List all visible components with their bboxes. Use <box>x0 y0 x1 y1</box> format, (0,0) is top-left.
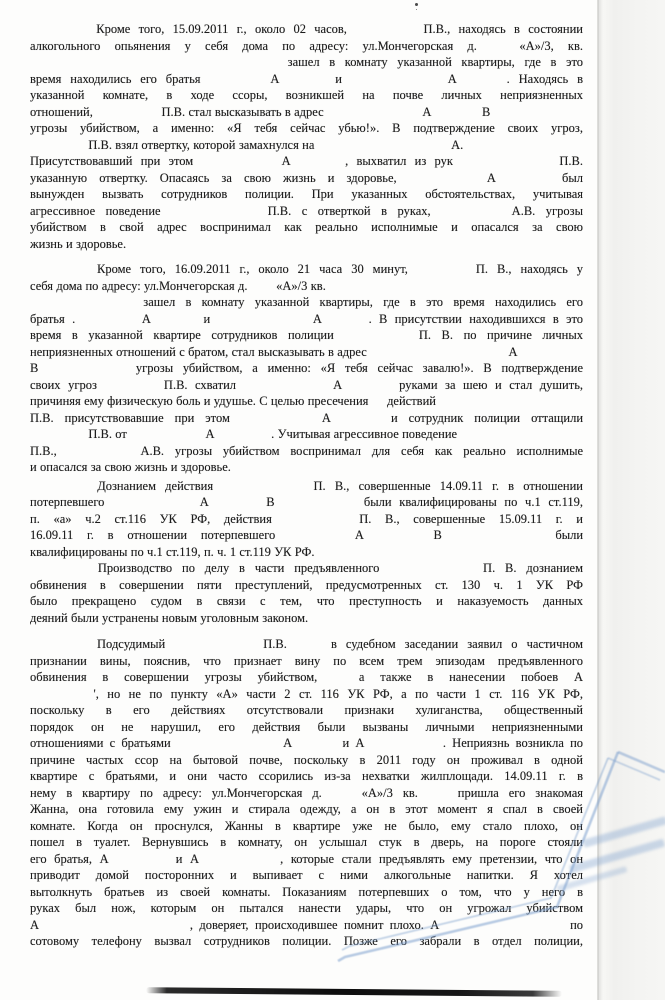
text-line <box>30 137 583 154</box>
text-segment: П.В. <box>263 637 287 651</box>
page-scan-margin <box>598 0 665 1000</box>
page-edge-line <box>597 0 599 1000</box>
text-segment: и А <box>175 851 200 866</box>
text-line <box>30 686 583 703</box>
redaction-gap <box>355 32 415 33</box>
text-segment: обвинения в совершении пяти преступлений, предусмотренных ст. 130 ч. 1 УК РФ <box>30 577 583 592</box>
redaction-gap <box>218 437 268 438</box>
text-segment: нему в квартиру по адресу: ул.Мончегорская д. <box>30 785 322 800</box>
text-segment: своих угроз <box>30 377 97 392</box>
text-line <box>30 560 583 577</box>
text-segment: А. <box>451 137 464 152</box>
redaction-gap <box>286 522 346 523</box>
redaction-gap <box>158 322 196 323</box>
redaction-gap <box>104 388 156 389</box>
redaction-gap <box>83 322 135 323</box>
text-segment: П.В. схватил <box>163 377 237 392</box>
redaction-gap <box>177 746 277 747</box>
text-segment: зашел в комнату указанной квартиры, где в это время находились его <box>143 295 583 309</box>
text-line <box>30 327 583 344</box>
redaction-gap <box>201 164 273 165</box>
text-line <box>30 610 583 627</box>
text-line <box>30 443 583 460</box>
text-segment: время в указанной квартире сотрудников полиции <box>30 328 334 342</box>
text-segment: . Находясь в <box>506 71 583 86</box>
text-segment: А <box>283 736 293 750</box>
redaction-gap <box>217 505 259 506</box>
text-segment: П.В., <box>30 443 57 458</box>
text-line <box>30 219 583 236</box>
paragraph <box>30 261 583 476</box>
text-segment: вынужден вызвать сотрудников полиции. При указанных обстоятельствах, учитывая <box>30 187 583 201</box>
text-segment: порядок он не нарушил, его действия были вызваны личными неприязненными <box>30 719 583 734</box>
text-segment: . В присутствии находившихся в это <box>368 311 583 326</box>
text-segment: П. В., совершенные 15.09.11 г. и <box>359 511 583 526</box>
redaction-gap <box>68 454 130 455</box>
text-line <box>30 153 583 170</box>
redaction-gap <box>30 647 88 648</box>
text-line <box>30 393 583 410</box>
text-segment: А <box>30 917 40 932</box>
redaction-gap <box>30 148 85 149</box>
text-line <box>30 752 583 769</box>
text-segment: были <box>555 528 583 542</box>
redaction-gap <box>96 115 158 116</box>
redaction-gap <box>48 371 126 372</box>
text-segment: было прекращено судом в связи с тем, что преступность и наказуемость данных <box>30 594 583 608</box>
text-line <box>30 917 583 934</box>
text-segment: А <box>354 528 364 542</box>
text-segment: Присутствовавший при этом <box>30 154 194 168</box>
redaction-gap <box>370 355 505 356</box>
redaction-gap <box>342 421 380 422</box>
text-line <box>30 120 583 137</box>
text-segment: квартире с братьями, и они часто ссорились из-за нехватки жилплощади. 14.09.11 г. в <box>30 769 583 783</box>
text-segment: приводит домой посторонних и выпивает с ними алкогольные напитки. Я хотел <box>30 868 583 882</box>
redaction-gap <box>116 862 168 863</box>
text-segment: потерпевшего <box>30 495 105 509</box>
text-segment: В <box>266 495 275 509</box>
text-segment: причине частых ссор на бытовой почве, поскольку в 2011 году он проживал в одной <box>30 752 583 767</box>
text-line <box>30 426 583 443</box>
redaction-gap <box>299 164 337 165</box>
redaction-gap <box>30 437 85 438</box>
text-line <box>30 577 583 594</box>
document-text <box>30 21 583 950</box>
text-line <box>30 900 583 917</box>
text-segment: «А»/3 кв. <box>276 278 326 293</box>
text-segment: Кроме того, 15.09.2011 г., около 02 часов, <box>96 22 347 36</box>
text-line <box>30 511 583 528</box>
redaction-gap <box>428 796 448 797</box>
text-line <box>30 494 583 511</box>
text-line <box>30 261 583 278</box>
text-segment: поскольку в его действиях отсутствовали признаки хулиганства, общественный <box>30 703 583 717</box>
text-line <box>30 851 583 868</box>
text-segment: руками за шею и стал душить, <box>399 377 583 392</box>
text-line <box>30 544 583 561</box>
text-segment: А <box>486 170 496 185</box>
redaction-gap <box>112 505 192 506</box>
redaction-gap <box>491 49 505 50</box>
text-segment: деяний были устранены новым уголовным законом. <box>30 610 309 625</box>
text-segment: его братья, А <box>30 851 109 866</box>
text-segment: Подсудимый <box>97 637 166 651</box>
redaction-gap <box>130 437 202 438</box>
redaction-gap <box>30 571 88 572</box>
text-segment: П. В., находясь у <box>475 262 583 276</box>
redaction-gap <box>30 65 278 66</box>
text-segment: А <box>270 71 280 86</box>
text-line <box>30 71 583 88</box>
text-segment: алкогольного опьянения у себя дома по адресу: ул.Мончегорская д. <box>30 38 477 53</box>
text-segment: признании вины, пояснив, что признает вину по всем трем эпизодам предъявленного <box>30 653 583 668</box>
redaction-gap <box>378 538 420 539</box>
redaction-gap <box>209 82 261 83</box>
text-segment: , доверяет, происходившее помнит плохо. А <box>189 917 440 932</box>
text-segment: руках был нож, которым он пытался нанести удары, что он угрожал убийством <box>30 901 583 915</box>
text-segment: Дознанием действия <box>97 478 214 493</box>
text-line <box>30 669 583 686</box>
text-segment: ', но не по пункту «А» части 2 ст. 116 УК РФ, а по части 1 ст. 116 УК РФ, <box>93 686 583 701</box>
text-segment: . Учитывая агрессивное поведение <box>271 427 458 441</box>
redaction-gap <box>351 82 439 83</box>
text-segment: А <box>422 104 432 119</box>
redaction-gap <box>371 746 437 747</box>
scan-shadow-artifact <box>146 987 562 997</box>
text-line <box>30 834 583 851</box>
text-segment: , которые стали предъявлять ему претензии, что он <box>280 851 583 866</box>
redaction-gap <box>389 571 473 572</box>
redaction-gap <box>282 505 356 506</box>
text-segment: действий <box>387 394 436 408</box>
text-segment: А <box>199 495 209 509</box>
text-line <box>30 593 583 610</box>
text-segment: пришла его знакомая <box>457 785 583 800</box>
text-line <box>30 768 583 785</box>
redaction-gap <box>344 338 408 339</box>
text-segment: и опасался за свою жизнь и здоровье. <box>30 460 231 474</box>
paragraph <box>30 21 583 252</box>
text-segment: угрозы убийством, а именно: «Я тебя сейчас убью!». В подтверждение своих угроз, <box>30 121 583 135</box>
text-line <box>30 785 583 802</box>
redaction-gap <box>30 272 88 273</box>
redaction-gap <box>174 647 254 648</box>
text-segment: время находились его братья <box>30 71 201 86</box>
text-segment: причиняя ему физическую боль и удушье. С целью пресечения <box>30 394 369 408</box>
redaction-gap <box>329 322 361 323</box>
text-segment: А <box>281 154 291 168</box>
text-line <box>30 818 583 835</box>
text-segment: себя дома по адресу: ул.Мончегорская д. <box>30 278 248 293</box>
text-segment: по <box>570 917 583 932</box>
text-segment: П.В. с отверткой в руках, <box>267 203 431 218</box>
redaction-gap <box>218 322 306 323</box>
redaction-gap <box>327 115 419 116</box>
text-segment: братья . <box>30 311 76 326</box>
text-segment: отношениями с братьями <box>30 736 171 750</box>
text-segment: Производство по делу в части предъявленного <box>97 561 380 575</box>
text-segment: П. В. дознанием <box>483 561 583 575</box>
text-segment: А <box>141 311 151 326</box>
text-line <box>30 653 583 670</box>
text-segment: пошел в туалет. Вернувшись в комнату, он услышал стук в дверь, на пороге стояли <box>30 835 583 849</box>
text-segment: «А»/3, кв. <box>519 38 583 53</box>
text-line <box>30 104 583 121</box>
text-segment: П.В. взял отвертку, которой замахнулся на <box>88 137 315 152</box>
text-segment: . Неприязнь возникла по <box>442 736 583 750</box>
text-segment: вытолкнуть братьев из своей комнаты. Показаниям потерпевших о том, что у него в <box>30 884 583 899</box>
text-line <box>30 410 583 427</box>
text-segment: агрессивное поведение <box>30 203 161 218</box>
redaction-gap <box>441 214 501 215</box>
text-line <box>30 377 583 394</box>
text-segment: П. В. по причине личных <box>418 328 583 342</box>
text-line <box>30 527 583 544</box>
text-line <box>30 278 583 295</box>
text-segment: сотовому телефону вызвал сотрудников полиции. Позже его забрали в отдел полиции, <box>30 934 583 948</box>
text-segment: зашел в комнату указанной квартиры, где в это <box>287 55 583 69</box>
text-segment: в судебном заседании заявил о частичном <box>330 637 583 651</box>
text-segment: угрозы убийством, а именно: «Я тебя сейчас завалю!». В подтверждение <box>135 361 583 375</box>
redaction-gap <box>461 164 551 165</box>
text-line <box>30 636 583 653</box>
redaction-gap <box>244 388 326 389</box>
text-segment: жизнь и здоровье. <box>30 236 127 251</box>
text-line <box>30 87 583 104</box>
text-segment: А <box>333 377 343 392</box>
text-line <box>30 236 583 253</box>
text-line <box>30 38 583 55</box>
text-segment: А <box>508 344 518 359</box>
text-segment: «А»/3 кв. <box>361 785 418 800</box>
text-segment: А <box>205 427 215 441</box>
redaction-gap <box>207 862 273 863</box>
text-line <box>30 294 583 311</box>
text-segment: п. «а» ч.2 ст.116 УК РФ, действия <box>30 511 272 526</box>
text-line <box>30 170 583 187</box>
text-line <box>30 884 583 901</box>
redaction-gap <box>333 680 343 681</box>
text-segment: П.В. стал высказывать в адрес <box>161 104 324 119</box>
text-segment: П.В. присутствовавшие при этом <box>30 410 230 425</box>
text-segment: и сотрудник полиции оттащили <box>390 410 583 425</box>
text-line <box>30 311 583 328</box>
text-segment: был <box>562 170 583 185</box>
text-segment: П. В., совершенные 14.09.11 г. в отношении <box>313 478 583 493</box>
text-segment: , выхватил из рук <box>345 154 453 168</box>
text-segment: и <box>335 71 342 86</box>
redaction-gap <box>30 489 88 490</box>
redaction-gap <box>222 489 304 490</box>
text-line <box>30 459 583 476</box>
text-line <box>30 702 583 719</box>
text-line <box>30 735 583 752</box>
text-line <box>30 54 583 71</box>
redaction-gap <box>318 148 448 149</box>
text-segment: убийством в свой адрес воспринимал как реально исполнимые и опасался за свою <box>30 220 583 234</box>
text-line <box>30 203 583 220</box>
redaction-gap <box>456 538 542 539</box>
redaction-gap <box>372 404 384 405</box>
redaction-gap <box>409 181 475 182</box>
text-segment: и <box>203 311 211 326</box>
redaction-gap <box>298 746 336 747</box>
text-line <box>30 933 583 950</box>
redaction-gap <box>45 928 183 929</box>
redaction-gap <box>30 305 133 306</box>
text-line <box>30 478 583 495</box>
text-segment: А <box>312 311 322 326</box>
text-line <box>30 801 583 818</box>
redaction-gap <box>171 214 257 215</box>
text-segment: и А <box>342 736 365 750</box>
text-line <box>30 344 583 361</box>
text-segment: П.В., находясь в состоянии <box>423 22 583 36</box>
scan-speck <box>415 3 418 6</box>
paragraph <box>30 636 583 950</box>
text-segment: А.В. угрозы <box>511 203 583 218</box>
redaction-gap <box>288 82 326 83</box>
text-segment: обвинения в совершении угрозы убийством, <box>30 670 318 684</box>
text-segment: В <box>433 528 442 542</box>
paragraph <box>30 560 583 626</box>
text-segment: а также в нанесении побоев А <box>358 670 583 684</box>
text-line <box>30 867 583 884</box>
text-line <box>30 186 583 203</box>
text-segment: П.В. <box>559 154 583 168</box>
redaction-gap <box>296 647 322 648</box>
redaction-gap <box>350 388 392 389</box>
redaction-gap <box>30 32 88 33</box>
text-segment: Кроме того, 16.09.2011 г., около 21 часа 30 минут, <box>96 262 408 276</box>
redaction-gap <box>508 181 550 182</box>
redaction-gap <box>332 796 352 797</box>
text-segment: А.В. угрозы убийством воспринимал для себя как реально исполнимые <box>140 443 583 458</box>
redaction-gap <box>241 421 311 422</box>
text-segment: 16.09.11 г. в отношении потерпевшего <box>30 528 276 542</box>
text-segment: комнате. Когда он проснулся, Жанны в квартире уже не было, ему стало плохо, он <box>30 818 583 833</box>
redaction-gap <box>435 115 479 116</box>
text-segment: неприязненных отношений с братом, стал высказывать в адрес <box>30 344 367 359</box>
text-segment: указанной комнате, в ходе ссоры, возникшей на почве личных неприязненных <box>30 88 583 102</box>
redaction-gap <box>289 538 341 539</box>
text-segment: А <box>447 71 457 86</box>
text-segment: В <box>482 104 491 119</box>
text-segment: указанную отвертку. Опасаясь за свою жизнь и здоровье, <box>30 170 397 185</box>
redaction-gap <box>30 697 85 698</box>
text-line <box>30 360 583 377</box>
text-segment: П.В. от <box>88 427 127 441</box>
redaction-gap <box>446 928 564 929</box>
redaction-gap <box>417 272 467 273</box>
text-line <box>30 21 583 38</box>
text-segment: Жанна, она готовила ему ужин и стирала одежду, а он в этот момент я спал в своей <box>30 802 583 816</box>
redaction-gap <box>466 82 498 83</box>
redaction-gap <box>251 289 273 290</box>
text-line <box>30 719 583 736</box>
text-segment: были квалифицированы по ч.1 ст.119, <box>363 495 583 509</box>
text-segment: В <box>30 361 39 375</box>
text-segment: отношений, <box>30 104 93 119</box>
paragraph <box>30 478 583 561</box>
text-segment: квалифицированы по ч.1 ст.119, п. ч. 1 ст.119 УК РФ. <box>30 544 315 559</box>
text-segment: А <box>321 410 331 425</box>
